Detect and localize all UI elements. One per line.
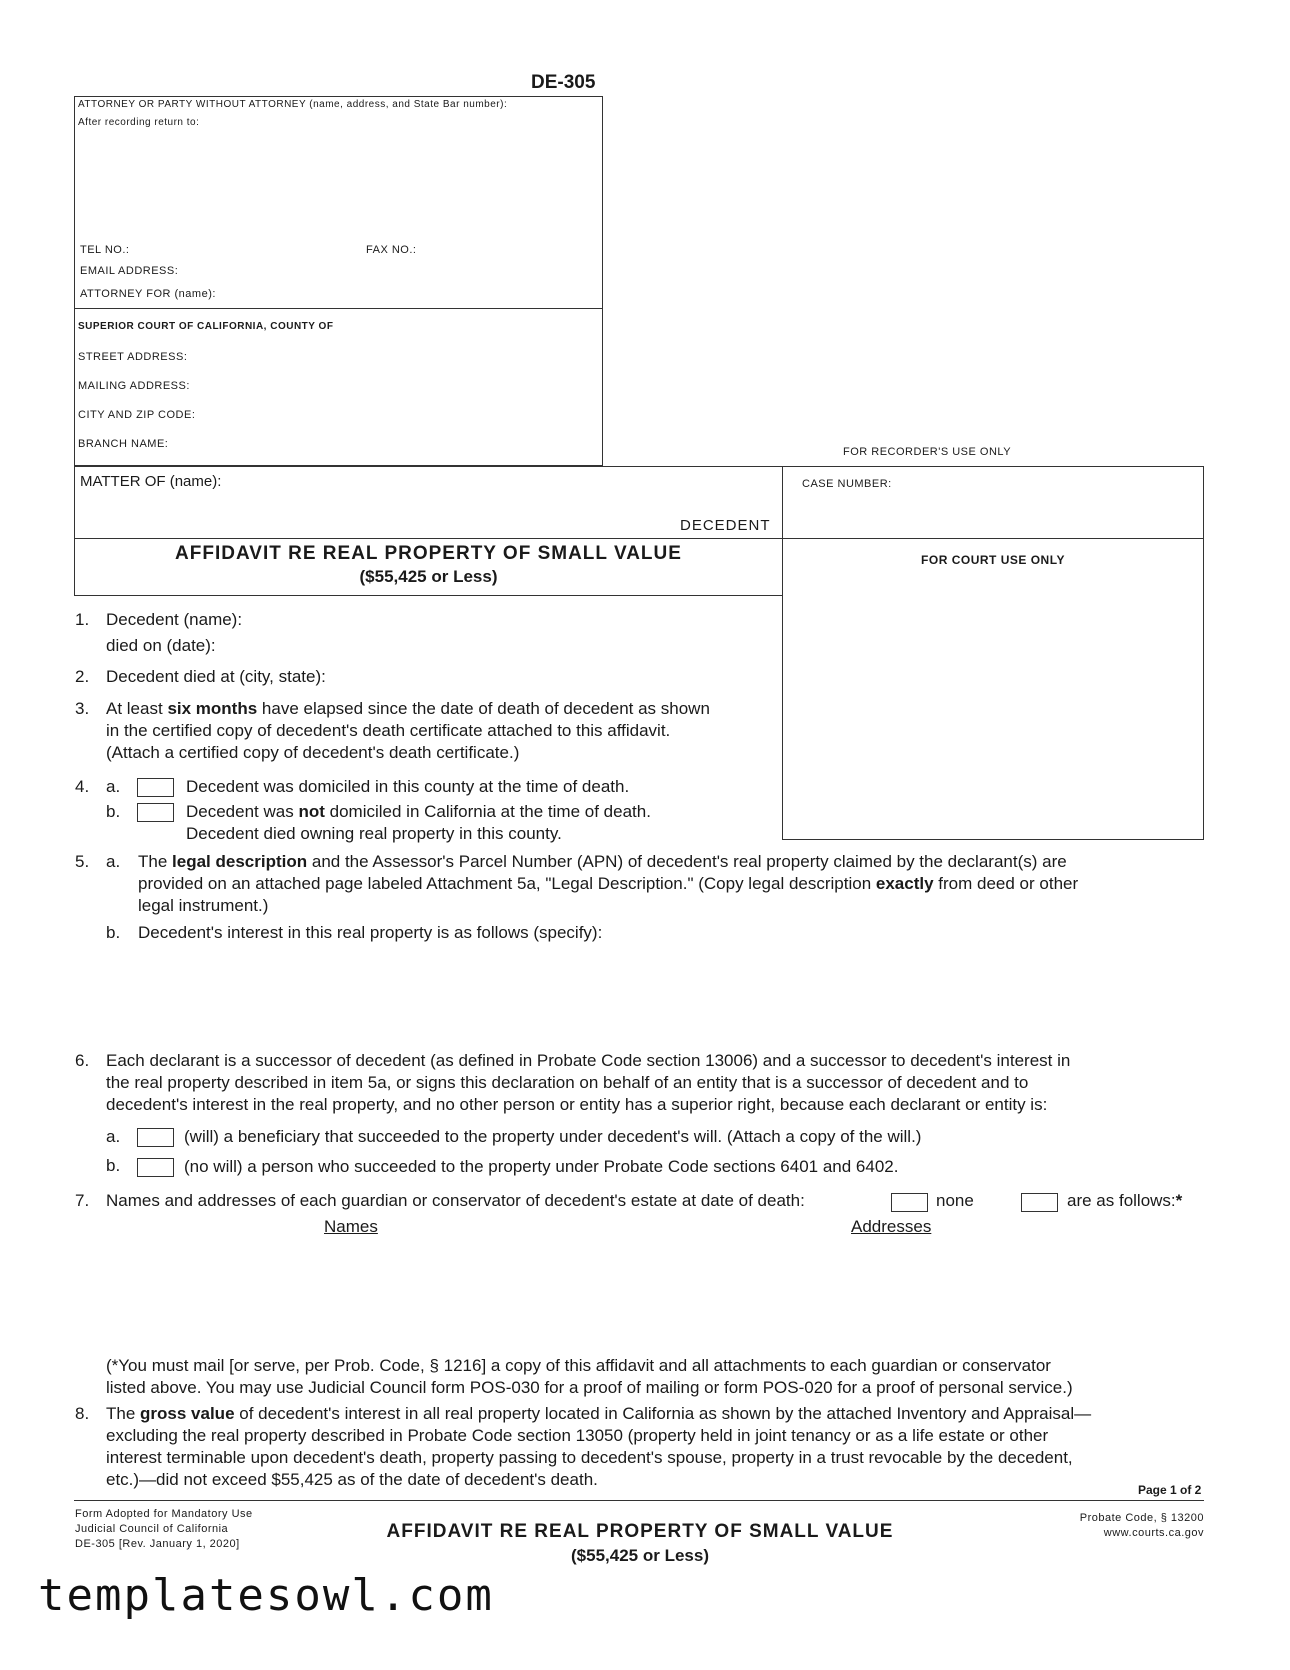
- item-4b-checkbox[interactable]: [137, 803, 174, 822]
- mailing-address-label: MAILING ADDRESS:: [78, 380, 190, 392]
- guardian-note-line-1: (*You must mail [or serve, per Prob. Code, § 1216] a copy of this affidavit and all attachments to each guardian or conservator: [106, 1356, 1051, 1375]
- item-1-number: 1.: [75, 610, 90, 629]
- item-3-line-2: in the certified copy of decedent's death certificate attached to this affidavit.: [106, 721, 671, 740]
- item-8-line-1: The gross value of decedent's interest in all real property located in California as shown by the attached Inventory and Appraisal—: [106, 1404, 1092, 1423]
- item-4b-line-2: Decedent died owning real property in this county.: [186, 824, 562, 843]
- guardian-none-checkbox[interactable]: [891, 1193, 928, 1212]
- street-address-label: STREET ADDRESS:: [78, 351, 188, 363]
- fax-label: FAX NO.:: [366, 244, 417, 256]
- footer-divider: [74, 1500, 1204, 1501]
- item-6a-letter: a.: [106, 1127, 121, 1146]
- item-3-number: 3.: [75, 699, 90, 718]
- court-use-box: [782, 538, 1204, 840]
- recorder-use-label: FOR RECORDER'S USE ONLY: [843, 446, 1012, 458]
- item-3-line-1: At least six months have elapsed since the date of death of decedent as shown: [106, 699, 710, 718]
- item-4a-text: Decedent was domiciled in this county at the time of death.: [186, 777, 630, 796]
- died-on-label: died on (date):: [106, 636, 216, 655]
- form-title: AFFIDAVIT RE REAL PROPERTY OF SMALL VALUE: [175, 543, 682, 564]
- item-5a-line-1: The legal description and the Assessor's Parcel Number (APN) of decedent's real property claimed by the declarant(s) are: [138, 852, 1067, 871]
- item-5b-text: Decedent's interest in this real property is as follows (specify):: [138, 923, 603, 942]
- guardian-note-line-2: listed above. You may use Judicial Council form POS-030 for a proof of mailing or form POS-020 for a proof of personal service.): [106, 1378, 1073, 1397]
- died-at-label: Decedent died at (city, state):: [106, 667, 326, 686]
- city-zip-label: CITY AND ZIP CODE:: [78, 409, 196, 421]
- probate-code-ref: Probate Code, § 13200: [1079, 1512, 1204, 1524]
- item-4b-text: Decedent was not domiciled in California at the time of death.: [186, 802, 651, 821]
- item-6-line-1: Each declarant is a successor of decedent (as defined in Probate Code section 13006) and a successor to decedent's interest in: [106, 1051, 1071, 1070]
- form-adopted: Form Adopted for Mandatory Use: [75, 1508, 253, 1520]
- item-6-line-3: decedent's interest in the real property, and no other person or entity has a superior right, because each declarant or entity is:: [106, 1095, 1048, 1114]
- item-5-number: 5.: [75, 852, 90, 871]
- item-8-number: 8.: [75, 1404, 90, 1423]
- item-3-line-3: (Attach a certified copy of decedent's death certificate.): [106, 743, 520, 762]
- item-4a-checkbox[interactable]: [137, 778, 174, 797]
- form-subtitle: ($55,425 or Less): [359, 567, 498, 586]
- court-label: SUPERIOR COURT OF CALIFORNIA, COUNTY OF: [78, 321, 334, 332]
- judicial-council: Judicial Council of California: [75, 1523, 229, 1535]
- item-6b-text: (no will) a person who succeeded to the property under Probate Code sections 6401 and 6402.: [184, 1157, 899, 1176]
- item-8-line-2: excluding the real property described in Probate Code section 13050 (property held in joint tenancy or as a life estate or other: [106, 1426, 1049, 1445]
- item-6b-checkbox[interactable]: [137, 1158, 174, 1177]
- guardian-follows-checkbox[interactable]: [1021, 1193, 1058, 1212]
- guardian-none-label: none: [936, 1191, 974, 1210]
- item-4a-letter: a.: [106, 777, 121, 796]
- footer-title: AFFIDAVIT RE REAL PROPERTY OF SMALL VALUE: [386, 1521, 894, 1542]
- item-5a-line-2: provided on an attached page labeled Attachment 5a, "Legal Description." (Copy legal description exactly from deed or other: [138, 874, 1079, 893]
- item-4-number: 4.: [75, 777, 90, 796]
- court-use-label: FOR COURT USE ONLY: [921, 553, 1065, 567]
- item-8-line-3: interest terminable upon decedent's death, property passing to decedent's spouse, property in a trust revocable by the decedent,: [106, 1448, 1073, 1467]
- item-6-number: 6.: [75, 1051, 90, 1070]
- guardian-follows-label: are as follows:*: [1067, 1191, 1183, 1210]
- item-6a-text: (will) a beneficiary that succeeded to the property under decedent's will. (Attach a copy of the will.): [184, 1127, 922, 1146]
- item-6-line-2: the real property described in item 5a, or signs this declaration on behalf of an entity that is a successor of decedent and to: [106, 1073, 1029, 1092]
- email-label: EMAIL ADDRESS:: [80, 265, 179, 277]
- decedent-label: DECEDENT: [680, 517, 771, 534]
- item-7-number: 7.: [75, 1191, 90, 1210]
- item-2-number: 2.: [75, 667, 90, 686]
- tel-label: TEL NO.:: [80, 244, 130, 256]
- addresses-column-header: Addresses: [851, 1217, 932, 1236]
- item-5a-line-3: legal instrument.): [138, 896, 269, 915]
- branch-name-label: BRANCH NAME:: [78, 438, 169, 450]
- decedent-name-label: Decedent (name):: [106, 610, 243, 629]
- item-6b-letter: b.: [106, 1156, 121, 1175]
- case-number-box: [782, 466, 1204, 539]
- footer-subtitle: ($55,425 or Less): [571, 1546, 709, 1565]
- page-number: Page 1 of 2: [1138, 1483, 1202, 1497]
- attorney-for-label: ATTORNEY FOR (name):: [80, 288, 216, 300]
- form-revision: DE-305 [Rev. January 1, 2020]: [75, 1538, 240, 1550]
- item-5b-letter: b.: [106, 923, 121, 942]
- item-4b-letter: b.: [106, 802, 121, 821]
- after-recording-label: After recording return to:: [78, 117, 200, 128]
- item-7-text: Names and addresses of each guardian or conservator of decedent's estate at date of death:: [106, 1191, 805, 1210]
- matter-of-label: MATTER OF (name):: [80, 473, 222, 490]
- item-8-line-4: etc.)—did not exceed $55,425 as of the date of decedent's death.: [106, 1470, 598, 1489]
- watermark: templatesowl.com: [38, 1570, 494, 1621]
- item-5a-letter: a.: [106, 852, 121, 871]
- form-number: DE-305: [531, 72, 596, 93]
- item-6a-checkbox[interactable]: [137, 1128, 174, 1147]
- courts-website: www.courts.ca.gov: [1103, 1527, 1204, 1539]
- names-column-header: Names: [324, 1217, 378, 1236]
- attorney-label: ATTORNEY OR PARTY WITHOUT ATTORNEY (name, address, and State Bar number):: [78, 99, 508, 110]
- case-number-label: CASE NUMBER:: [802, 478, 892, 490]
